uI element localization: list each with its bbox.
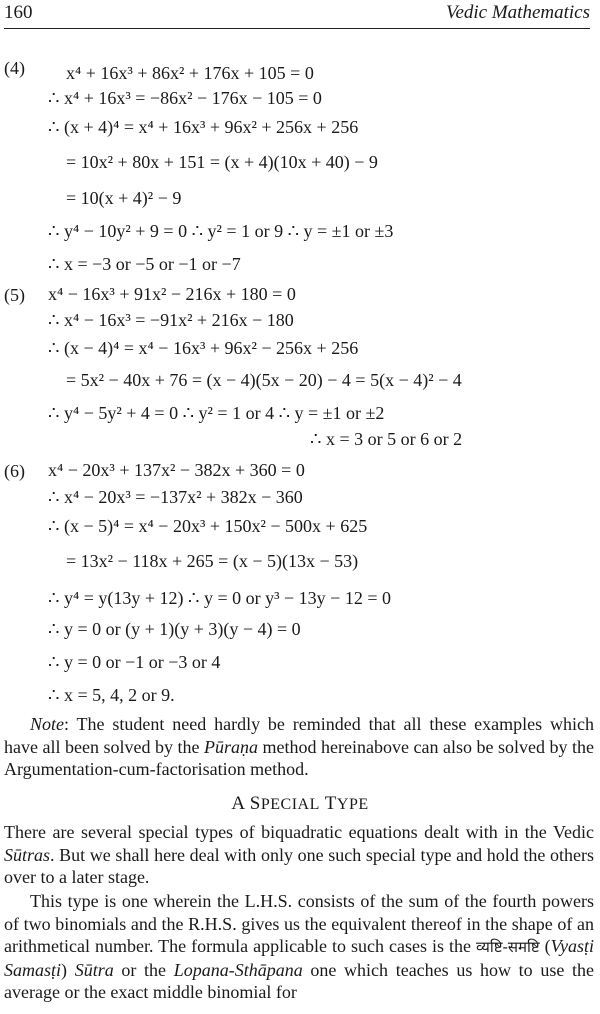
body-paragraph: There are several special types of biquadratic equations dealt with in the Vedic Sūtras. But we shall here deal with only one such special type and hold the others over to a later stage.: [4, 822, 594, 888]
section-heading: A SPECIAL TYPE: [231, 793, 369, 814]
equation-line: x⁴ − 20x³ + 137x² − 382x + 360 = 0: [48, 460, 305, 480]
page-number: 160: [4, 2, 33, 23]
equation-line: ∴ x = −3 or −5 or −1 or −7: [48, 254, 241, 274]
example-number: (5): [4, 285, 25, 305]
equation-line: ∴ x⁴ − 20x³ = −137x² + 382x − 360: [48, 487, 303, 507]
equation-line: ∴ y⁴ − 10y² + 9 = 0 ∴ y² = 1 or 9 ∴ y = ±1 or ±3: [48, 221, 394, 241]
body-paragraph: This type is one wherein the L.H.S. consists of the sum of the fourth powers of two binomials and the R.H.S. gives us the equivalent thereof in the shape of an arithmetical number. The formula applicable to such cases is the व्यष्टि-समष्टि (Vyasṭi Samasṭi) Sūtra or the Lopana-Sthāpana one which teaches us how to use the average or the exact middle binomial for: [4, 891, 595, 1003]
equation-line: ∴ x = 5, 4, 2 or 9.: [48, 685, 175, 705]
equation-line: ∴ (x − 4)⁴ = x⁴ − 16x³ + 96x² − 256x + 256: [48, 338, 359, 358]
equation-line: ∴ y = 0 or −1 or −3 or 4: [48, 652, 221, 672]
equation-line: ∴ y⁴ = y(13y + 12) ∴ y = 0 or y³ − 13y − 12 = 0: [48, 588, 391, 608]
example-number: (4): [4, 58, 25, 78]
note-paragraph: Note: The student need hardly be reminded that all these examples which have all been solved by the Pūraṇa method hereinabove can also be solved by the Argumentation-cum-factorisation method.: [4, 714, 594, 780]
equation-line: ∴ y⁴ − 5y² + 4 = 0 ∴ y² = 1 or 4 ∴ y = ±1 or ±2: [48, 403, 385, 423]
equation-line: ∴ x⁴ − 16x³ = −91x² + 216x − 180: [48, 310, 294, 330]
equation-line: ∴ (x + 4)⁴ = x⁴ + 16x³ + 96x² + 256x + 256: [48, 117, 359, 137]
equation-line: = 5x² − 40x + 76 = (x − 4)(5x − 20) − 4 = 5(x − 4)² − 4: [66, 370, 462, 390]
page-header: [4, 2, 590, 29]
example-number: (6): [4, 461, 25, 481]
equation-line: = 10(x + 4)² − 9: [66, 188, 182, 208]
equation-line: ∴ (x − 5)⁴ = x⁴ − 20x³ + 150x² − 500x + 625: [48, 516, 368, 536]
equation-line: ∴ y = 0 or (y + 1)(y + 3)(y − 4) = 0: [48, 619, 301, 639]
equation-line: = 13x² − 118x + 265 = (x − 5)(13x − 53): [66, 551, 359, 571]
note-label: Note: [30, 714, 64, 734]
running-title: Vedic Mathematics: [445, 2, 590, 23]
equation-line: ∴ x = 3 or 5 or 6 or 2: [310, 429, 463, 449]
equation-line: ∴ x⁴ + 16x³ = −86x² − 176x − 105 = 0: [48, 88, 322, 108]
equation-line: x⁴ − 16x³ + 91x² − 216x + 180 = 0: [48, 284, 296, 304]
equation-line: = 10x² + 80x + 151 = (x + 4)(10x + 40) − 9: [66, 152, 378, 172]
equation-line: x⁴ + 16x³ + 86x² + 176x + 105 = 0: [66, 63, 314, 83]
